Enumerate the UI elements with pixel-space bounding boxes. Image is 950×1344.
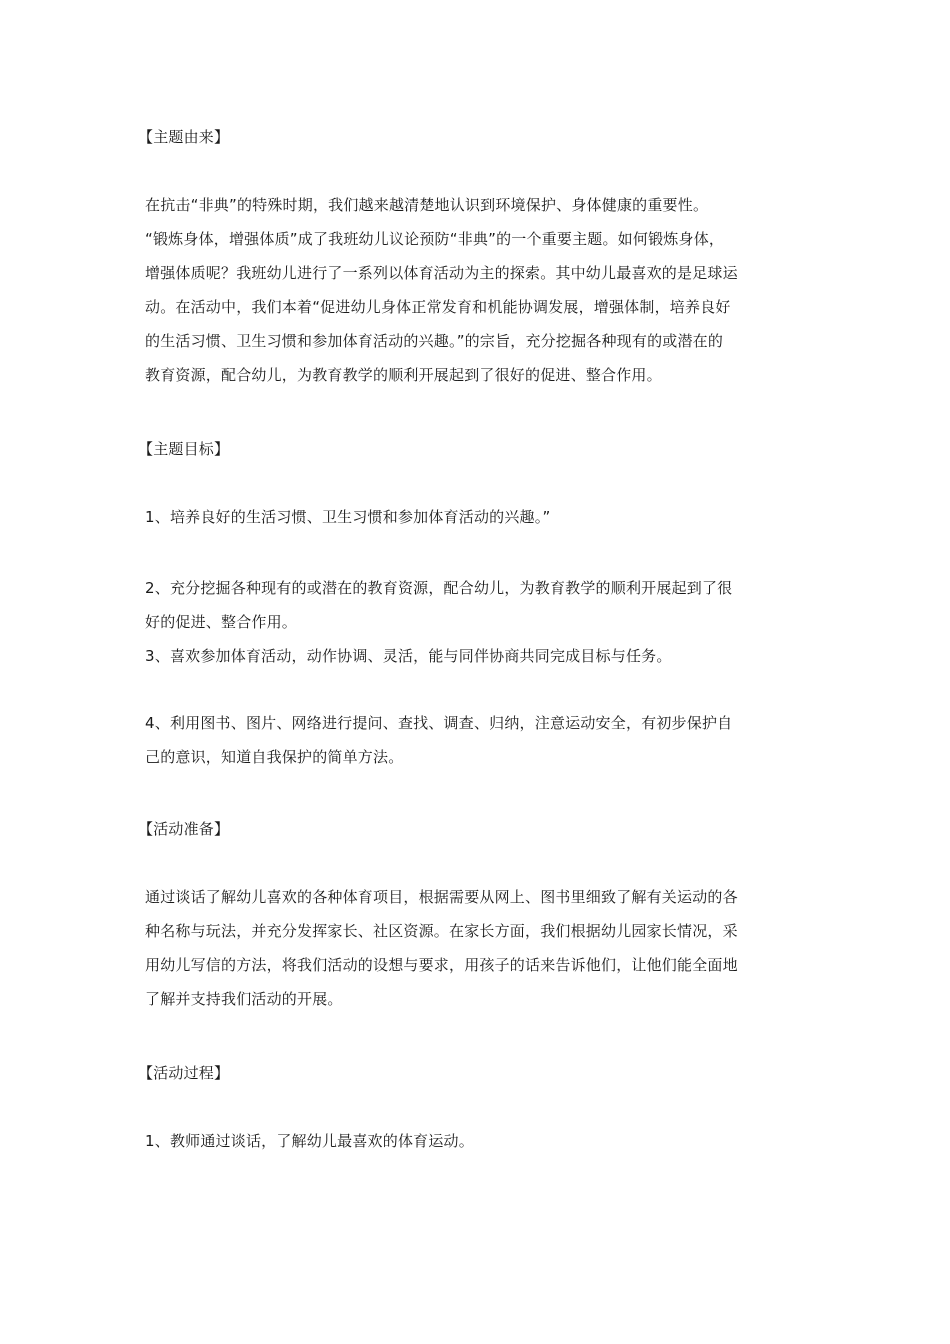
text-line: 3、喜欢参加体育活动，动作协调、灵活，能与同伴协商共同完成目标与任务。 bbox=[145, 647, 672, 665]
text-line: 的生活习惯、卫生习惯和参加体育活动的兴趣。”的宗旨，充分挖掘各种现有的或潜在的 bbox=[145, 332, 724, 350]
text-line: 在抗击“非典”的特殊时期，我们越来越清楚地认识到环境保护、身体健康的重要性。 bbox=[145, 196, 709, 214]
text-line: 用幼儿写信的方法，将我们活动的设想与要求，用孩子的话来告诉他们，让他们能全面地 bbox=[145, 956, 738, 974]
section-heading-origin: 【主题由来】 bbox=[138, 128, 230, 146]
text-line: 动。在活动中，我们本着“促进幼儿身体正常发育和机能协调发展，增强体制，培养良好 bbox=[145, 298, 731, 316]
process-item-1 bbox=[145, 1124, 810, 1158]
goal-item-2-3 bbox=[145, 571, 810, 673]
text-line: 教育资源，配合幼儿，为教育教学的顺利开展起到了很好的促进、整合作用。 bbox=[145, 366, 662, 384]
text-line: 己的意识，知道自我保护的简单方法。 bbox=[145, 748, 404, 766]
section-heading-goals: 【主题目标】 bbox=[138, 440, 230, 458]
paragraph-origin bbox=[145, 188, 810, 392]
goal-item-1 bbox=[145, 500, 810, 534]
goal-item-4 bbox=[145, 706, 810, 774]
section-heading-preparation: 【活动准备】 bbox=[138, 820, 230, 838]
text-line: 2、充分挖掘各种现有的或潜在的教育资源，配合幼儿，为教育教学的顺利开展起到了很 bbox=[145, 579, 733, 597]
text-line: 了解并支持我们活动的开展。 bbox=[145, 990, 343, 1008]
text-line: 4、利用图书、图片、网络进行提问、查找、调查、归纳，注意运动安全，有初步保护自 bbox=[145, 714, 733, 732]
text-line: 1、培养良好的生活习惯、卫生习惯和参加体育活动的兴趣。” bbox=[145, 508, 551, 526]
text-line: 增强体质呢？我班幼儿进行了一系列以体育活动为主的探索。其中幼儿最喜欢的是足球运 bbox=[145, 264, 738, 282]
text-line: 种名称与玩法，并充分发挥家长、社区资源。在家长方面，我们根据幼儿园家长情况，采 bbox=[145, 922, 738, 940]
text-line: 1、教师通过谈话，了解幼儿最喜欢的体育运动。 bbox=[145, 1132, 474, 1150]
text-line: 好的促进、整合作用。 bbox=[145, 613, 298, 631]
paragraph-preparation bbox=[145, 880, 810, 1016]
section-heading-process: 【活动过程】 bbox=[138, 1064, 230, 1082]
text-line: “锻炼身体，增强体质”成了我班幼儿议论预防“非典”的一个重要主题。如何锻炼身体， bbox=[145, 230, 725, 248]
text-line: 通过谈话了解幼儿喜欢的各种体育项目，根据需要从网上、图书里细致了解有关运动的各 bbox=[145, 888, 738, 906]
